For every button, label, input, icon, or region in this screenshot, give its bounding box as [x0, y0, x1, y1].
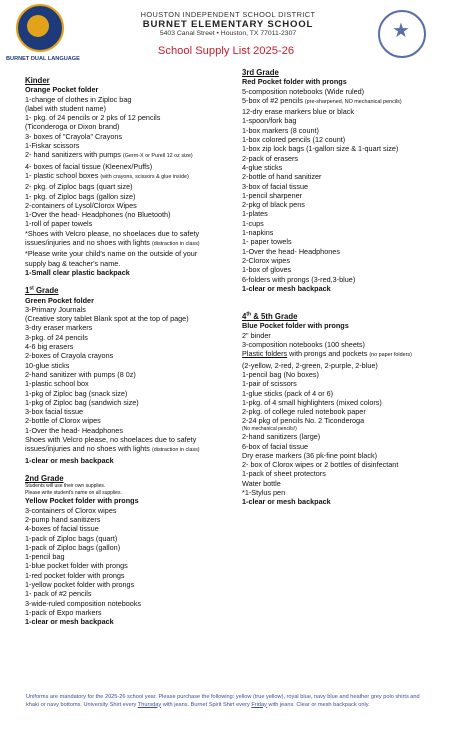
list-item: 2-hand sanitizers (large) [242, 432, 321, 442]
list-item: (2-yellow, 2-red, 2-green, 2-purple, 2-blue) [242, 360, 378, 370]
list-item: 2-bottle of hand sanitizer [242, 172, 322, 182]
list-item: 1-pack of Ziploc bags (gallon) [25, 542, 121, 552]
list-item: 1-glue sticks (pack of 4 or 6) [242, 388, 334, 398]
second-backpack: 1-clear or mesh backpack [25, 617, 114, 627]
district-name: HOUSTON INDEPENDENT SCHOOL DISTRICT [140, 10, 316, 19]
list-item: 2-pack of erasers [242, 153, 299, 163]
list-item: 1-pack of Ziploc bags (quart) [25, 533, 118, 543]
list-item: Water bottle [242, 478, 281, 488]
list-item: 1-plastic school box [25, 379, 89, 389]
list-item: 1- paper towels [242, 237, 292, 247]
kinder-backpack: 1-Small clear plastic backpack [25, 267, 130, 277]
list-item: 1- pack of #2 pencils [25, 589, 92, 599]
list-item: issues/injuries and no shoes with lights (distraction in class) [25, 444, 200, 454]
school-address: 5403 Canal Street • Houston, TX 77011-2307 [159, 30, 297, 37]
logo-emblem-icon [16, 4, 64, 52]
list-item: 1-red pocket folder with prongs [25, 570, 125, 580]
list-item: *Please write your child's name on the outside of your [25, 249, 198, 259]
third-folder: Red Pocket folder with prongs [242, 77, 347, 87]
list-item: 2- box of Clorox wipes or 2 bottles of disinfectant [242, 460, 399, 470]
list-item: 1-spoon/fork bag [242, 116, 297, 126]
list-item: 4-glue sticks [242, 162, 283, 172]
list-item: 2-bottle of Clorox wipes [25, 416, 101, 426]
list-item: 1-pencil bag [25, 552, 65, 562]
list-item: Plastic folders with prongs and pockets (no paper folders) [242, 349, 412, 359]
list-item: 10-glue sticks [25, 360, 70, 370]
list-item: (label with student name) [25, 103, 106, 113]
right-column [242, 68, 412, 507]
third-grade-heading: 3rd Grade [242, 68, 279, 77]
second-note: Please write student's name on all supplies. [25, 489, 122, 496]
first-backpack: 1-clear or mesh backpack [25, 455, 114, 465]
list-item: 3-Primary Journals [25, 304, 86, 314]
fourth-folder: Blue Pocket folder with prongs [242, 321, 349, 331]
list-item: 1-box colored pencils (12 count) [242, 135, 346, 145]
list-item: 1-Over the head- Headphones [242, 246, 340, 256]
list-item: 1-change of clothes in Ziploc bag [25, 94, 132, 104]
list-item: 3- boxes of "Crayola" Crayons [25, 131, 123, 141]
school-logo [6, 4, 80, 62]
list-item: 1-pencil sharpener [242, 190, 303, 200]
list-item: supply bag & teacher's name. [25, 258, 121, 268]
list-item: 1-pkg of Ziploc bag (sandwich size) [25, 397, 139, 407]
list-item: 1-pack of Expo markers [25, 607, 102, 617]
list-item: 1-pack of sheet protectors [242, 469, 326, 479]
list-item: 1-plates [242, 209, 268, 219]
list-item: 2- hand sanitizers with pumps (Germ-X or Purell 12 oz size) [25, 150, 193, 160]
list-item: 6-box of facial tissue [242, 441, 309, 451]
list-item: 3-box facial tissue [25, 407, 84, 417]
list-item: 2-24 pkg of pencils No. 2 Ticonderoga [242, 416, 365, 426]
list-item: 2-boxes of Crayola crayons [25, 351, 114, 361]
list-item: 1-box of gloves [242, 265, 292, 275]
list-item: (Creative story tablet Blank spot at the top of page) [25, 314, 189, 324]
second-folder: Yellow Pocket folder with prongs [25, 496, 139, 506]
list-item: 2- pkg. of Ziploc bags (quart size) [25, 182, 133, 192]
second-note: Students will use their own supplies. [25, 483, 106, 490]
fourth-fifth-grade-heading: 4th & 5th Grade [242, 311, 298, 322]
school-name: BURNET ELEMENTARY SCHOOL [142, 19, 314, 30]
list-item: (Ticonderoga or Dixon brand) [25, 122, 120, 132]
first-folder: Green Pocket folder [25, 295, 94, 305]
list-item: 1-cups [242, 218, 264, 228]
list-item: 3-dry eraser markers [25, 323, 93, 333]
list-item: 1-Over the head- Headphones (no Bluetooth) [25, 210, 171, 220]
list-item: 1-Fiskar scissors [25, 141, 80, 151]
list-item: *Shoes with Velcro please, no shoelaces due to safety [25, 228, 200, 238]
third-backpack: 1-clear or mesh backpack [242, 283, 331, 293]
uniform-footer: Uniforms are mandatory for the 2025-26 school year. Please purchase the following: yellow (true yellow), royal blue, navy blue and heather grey polo shirts and khaki or navy bottoms. University Shirt every Thursday with jeans. Burnet Spirit Shirt every Friday with jeans. Clear or mesh backpack only. [26, 694, 420, 708]
list-item: 1-pencil bag (No boxes) [242, 369, 319, 379]
list-item: 1- pkg. of 24 pencils or 2 pks of 12 pencils [25, 113, 161, 123]
list-item: 1-napkins [242, 228, 274, 238]
list-item: 1-Over the head- Headphones [25, 425, 123, 435]
list-item: 1- plastic school boxes (with crayons, scissors & glue inside) [25, 170, 189, 180]
mechanical-note: (No mechanical pencils!) [242, 425, 297, 432]
list-item: 12-dry erase markers blue or black [242, 107, 355, 117]
logo-caption: BURNET DUAL LANGUAGE [6, 56, 80, 62]
list-item: 2-hand sanitizer with pumps (8 0z) [25, 369, 136, 379]
list-item: Dry erase markers (36 pk-fine point black) [242, 450, 377, 460]
list-item: *1-Stylus pen [242, 488, 286, 498]
list-item: 1- pkg. of Ziploc bags (gallon size) [25, 191, 136, 201]
letterhead [118, 10, 338, 37]
list-item: 1-box markers (8 count) [242, 125, 319, 135]
left-column [25, 76, 200, 627]
list-item: 4- boxes of facial tissue (Kleenex/Puffs) [25, 161, 153, 171]
kinder-folder: Orange Pocket folder [25, 85, 99, 95]
page-title: School Supply List 2025-26 [157, 45, 295, 57]
kinder-heading: Kinder [25, 76, 50, 85]
first-grade-heading: 1st Grade [25, 285, 59, 296]
list-item: 1-pkg of Ziploc bag (snack size) [25, 388, 128, 398]
list-item: issues/injuries and no shoes with lights (distraction in class) [25, 238, 200, 248]
list-item: 2-pkg of black pens [242, 200, 305, 210]
list-item: 2-containers of Lysol/Clorox Wipes [25, 200, 137, 210]
list-item: 1-pair of scissors [242, 379, 297, 389]
list-item: 3-box of facial tissue [242, 181, 309, 191]
list-item: 1-yellow pocket folder with prongs [25, 580, 135, 590]
fourth-backpack: 1-clear or mesh backpack [242, 497, 331, 507]
list-item: 4-boxes of facial tissue [25, 524, 99, 534]
list-item: 3-pkg. of 24 pencils [25, 332, 88, 342]
list-item: Shoes with Velcro please, no shoelaces due to safety [25, 434, 197, 444]
list-item: 4-6 big erasers [25, 342, 74, 352]
list-item: 2" binder [242, 330, 271, 340]
list-item: 3-containers of Clorox wipes [25, 505, 117, 515]
list-item: 5-box of #2 pencils (pre-sharpened, NO mechanical pencils) [242, 95, 402, 105]
list-item: 1-box zip lock bags (1-gallon size & 1-quart size) [242, 144, 399, 154]
district-seal-icon: ★ [378, 10, 426, 58]
list-item: 1-blue pocket folder with prongs [25, 561, 128, 571]
list-item: 2-pkg. of college ruled notebook paper [242, 407, 366, 417]
list-item: 1-pkg. of 4 small highlighters (mixed colors) [242, 397, 382, 407]
list-item: 6-folders with prongs (3-red,3-blue) [242, 274, 356, 284]
list-item: 3-wide-ruled composition notebooks [25, 598, 142, 608]
list-item: 3-composition notebooks (100 sheets) [242, 340, 365, 350]
list-item: 2-pump hand sanitizers [25, 514, 101, 524]
second-grade-heading: 2nd Grade [25, 473, 64, 483]
list-item: 5-composition notebooks (Wide ruled) [242, 86, 365, 96]
list-item: 2-Clorox wipes [242, 255, 290, 265]
list-item: 1-roll of paper towels [25, 219, 93, 229]
